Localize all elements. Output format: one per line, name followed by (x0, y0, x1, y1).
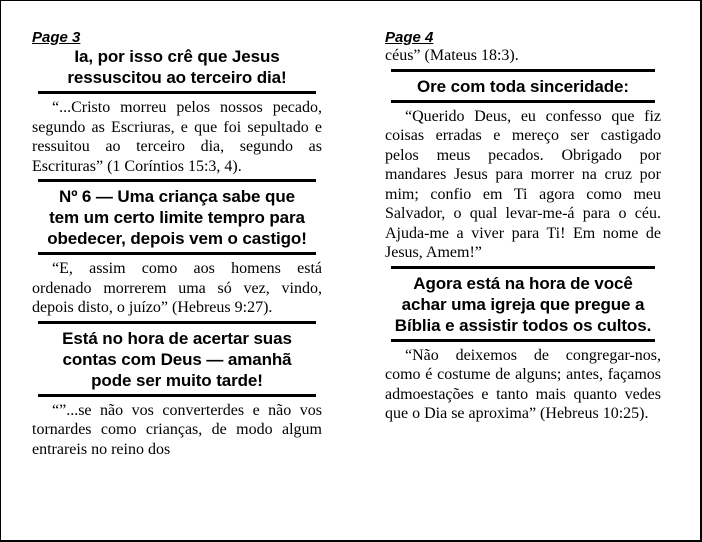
heading-line: Está no hora de acertar suas (62, 328, 292, 348)
heading-line: Nº 6 — Uma criança sabe que (59, 187, 295, 206)
divider-rule (391, 266, 655, 269)
scripture-text: “Não deixemos de congregar-nos, como é costume de alguns; antes, façamos admoestações e tanto mais quanto vedes que o Dia se aproxima” (Hebreus 10:25). (385, 346, 661, 422)
scripture-text: “”...se não vos converterdes e não vos tornardes como crianças, de modo algum entrareis no reino dos (32, 401, 322, 458)
scripture-matthew-end: céus” (Mateus 18:3). (385, 47, 519, 64)
heading-line: ressuscitou ao terceiro dia! (67, 68, 287, 87)
heading-line: pode ser muito tarde! (91, 370, 263, 390)
divider-rule (38, 252, 316, 255)
heading-settle-accounts (32, 328, 322, 391)
page-3-label: Page 3 (32, 29, 81, 46)
scripture-corinthians (32, 98, 322, 176)
prayer-text (385, 107, 661, 263)
divider-rule (38, 321, 316, 324)
scripture-text: “...Cristo morreu pelos nossos pecado, segundo as Escriuras, e que foi sepultado e ressuitou ao terceiro dia, segundo as Escrituras” (1 Coríntios 15:3, 4). (32, 99, 322, 175)
heading-believe-resurrection (32, 46, 322, 88)
page-4-column (385, 29, 661, 424)
scripture-hebrews-10 (385, 346, 661, 424)
divider-rule (391, 69, 655, 72)
divider-rule (391, 100, 655, 103)
scripture-text: “E, assim como aos homens está ordenado morrerem uma só vez, vindo, depois disto, o juízo” (Hebreus 9:27). (32, 260, 322, 316)
heading-line: tem um certo limite tempro para (49, 208, 305, 227)
prayer-body: “Querido Deus, eu confesso que fiz coisas erradas e mereço ser castigado pelos meus pecados. Obrigado por mandares Jesus para morrer na cruz por mim; confio em Ti agora como meu Salvador, o qual levar-me-á para o céu. Ajuda-me a viver para Ti! Em nome de Jesus, Amem!” (385, 107, 661, 261)
heading-line: Bíblia e assistir todos os cultos. (394, 315, 652, 335)
scripture-matthew-continued (32, 401, 322, 460)
heading-line: Agora está na hora de você (413, 273, 633, 293)
divider-rule (38, 179, 316, 182)
divider-rule (391, 339, 655, 342)
scripture-hebrews-9 (32, 259, 322, 318)
heading-child-time-limit (32, 186, 322, 249)
divider-rule (38, 394, 316, 397)
divider-rule (38, 91, 316, 94)
heading-line: contas com Deus — amanhã (62, 349, 292, 369)
heading-line: Ore com toda sinceridade: (417, 76, 629, 96)
heading-line: obedecer, depois vem o castigo! (47, 229, 307, 248)
heading-line: Ia, por isso crê que Jesus (74, 47, 280, 66)
heading-line: achar uma igreja que pregue a (401, 294, 645, 314)
page-3-column (32, 29, 322, 459)
page-4-label: Page 4 (385, 29, 434, 46)
heading-find-church (385, 273, 661, 336)
heading-pray-sincerely (385, 76, 661, 97)
